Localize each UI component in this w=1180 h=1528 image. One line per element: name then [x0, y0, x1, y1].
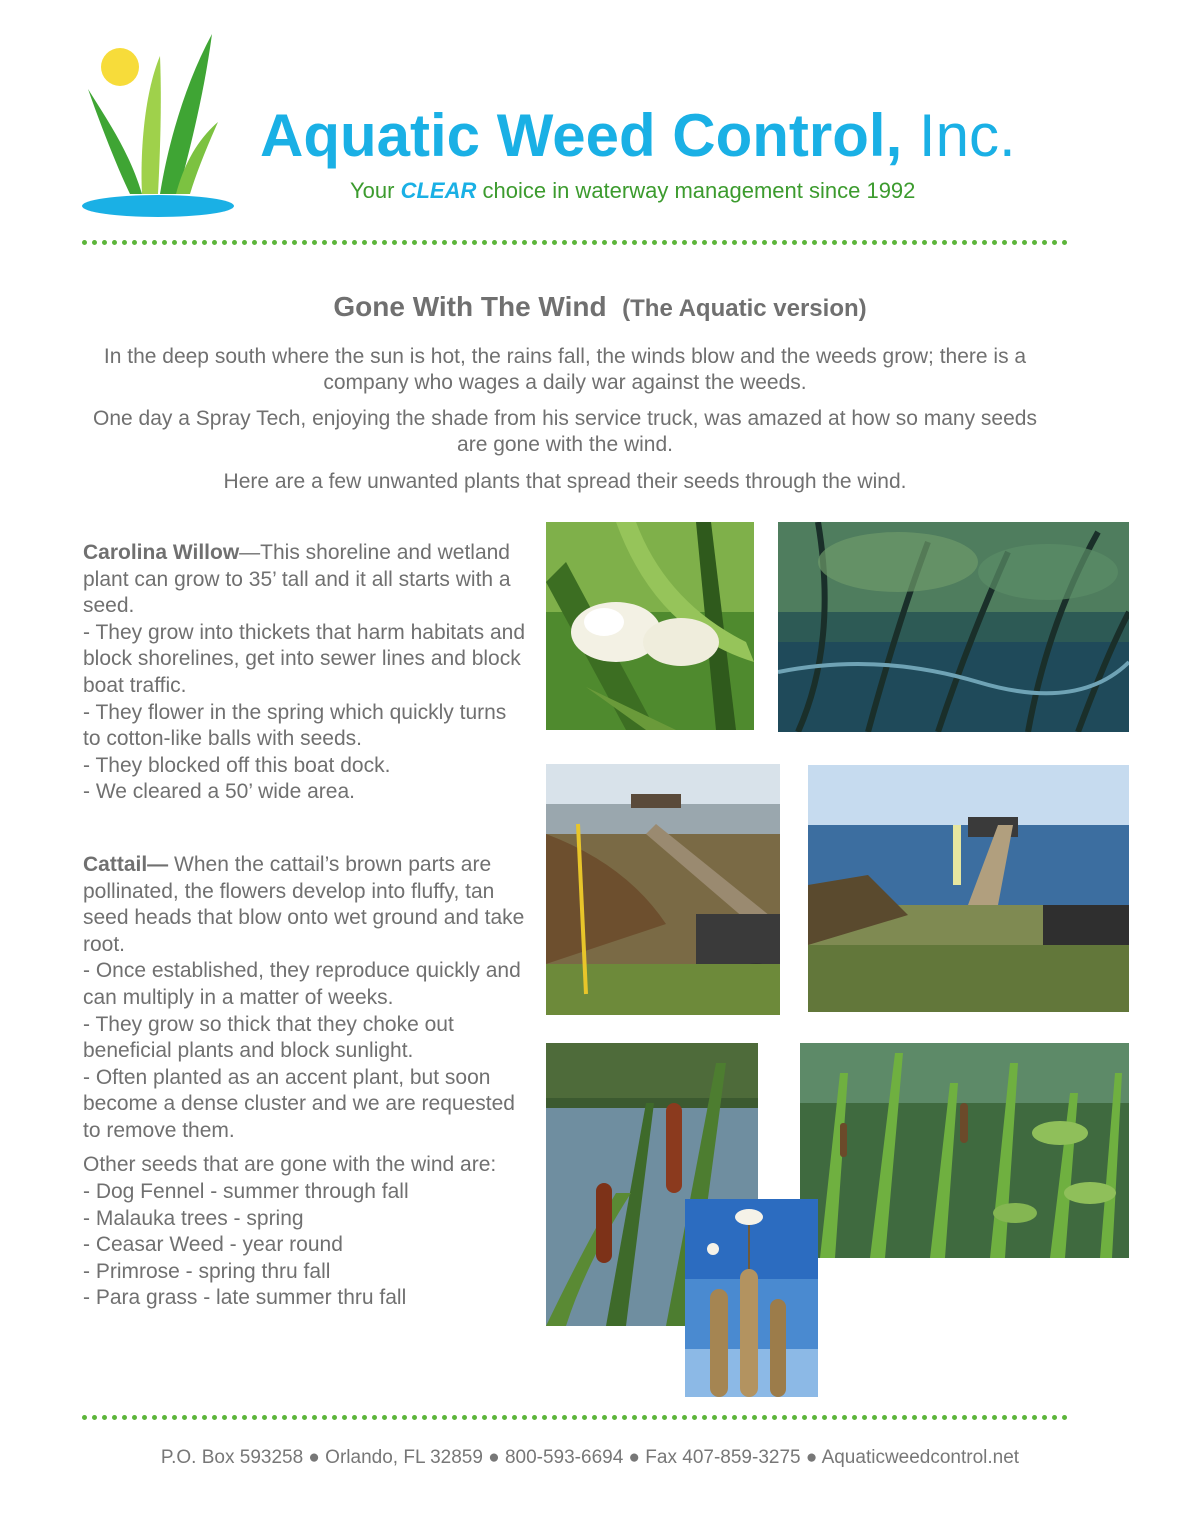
cattail-heading: Cattail— — [83, 852, 169, 876]
other-seeds-intro: Other seeds that are gone with the wind are: — [83, 1153, 497, 1177]
tagline-start: Your — [350, 178, 395, 203]
spacer — [83, 806, 528, 852]
cattail-point: - Often planted as an accent plant, but soon become a dense cluster and we are requested to remove them. — [83, 1065, 515, 1142]
intro-paragraph: Here are a few unwanted plants that spread their seeds through the wind. — [223, 470, 907, 493]
article-subtitle: (The Aquatic version) — [622, 295, 867, 322]
header-divider — [82, 240, 1068, 245]
willow-point: - They flower in the spring which quickly turns to cotton-like balls with seeds. — [83, 700, 507, 751]
cattail-point: - They grow so thick that they choke out beneficial plants and block sunlight. — [83, 1012, 454, 1063]
other-seed-item: - Dog Fennel - summer through fall — [83, 1180, 409, 1204]
tagline — [350, 178, 1050, 204]
cattail-point: - Once established, they reproduce quickly and can multiply in a matter of weeks. — [83, 959, 521, 1009]
blocked-boat-dock-photo — [546, 764, 780, 1015]
other-seed-item: - Malauka trees - spring — [83, 1206, 304, 1230]
intro-paragraph: One day a Spray Tech, enjoying the shade from his service truck, was amazed at how so many seeds are gone with the wind. — [93, 407, 1037, 456]
intro-paragraph: In the deep south where the sun is hot, the rains fall, the winds blow and the weeds grow; there is a company who wages a daily war against the weeds. — [103, 345, 1027, 394]
footer-contact: P.O. Box 593258 ● Orlando, FL 32859 ● 800-593-6694 ● Fax 407-859-3275 ● Aquaticweedcontrol.net — [160, 1447, 1020, 1468]
company-name-suffix: Inc. — [918, 102, 1016, 169]
cleared-boat-dock-photo — [808, 765, 1129, 1012]
company-name — [260, 100, 1060, 172]
cattail-intro — [83, 852, 528, 958]
willow-thicket-photo — [778, 522, 1129, 732]
willow-intro — [83, 540, 528, 620]
plant-descriptions — [83, 540, 528, 1312]
article-title — [0, 290, 1180, 326]
willow-flower-photo — [546, 522, 754, 730]
tagline-emphasis: CLEAR — [400, 178, 477, 203]
footer-divider — [82, 1415, 1068, 1420]
spacer — [83, 1144, 528, 1152]
article-title-main: Gone With The Wind — [333, 291, 607, 322]
company-logo — [80, 34, 240, 220]
other-seed-item: - Para grass - late summer thru fall — [83, 1286, 407, 1310]
company-name-main: Aquatic Weed Control, — [260, 102, 903, 169]
other-seed-item: - Primrose - spring thru fall — [83, 1259, 331, 1283]
willow-lead: —This shoreline and wetland plant can grow to 35’ tall and it all starts with a seed. — [83, 541, 511, 618]
willow-heading: Carolina Willow — [83, 541, 240, 564]
cattail-lead: When the cattail’s brown parts are pollinated, the flowers develop into fluffy, tan seed heads that blow onto wet ground and take root. — [83, 852, 525, 956]
willow-point: - They grow into thickets that harm habitats and block shorelines, get into sewer lines and block boat traffic. — [83, 620, 526, 697]
other-seed-item: - Ceasar Weed - year round — [83, 1233, 343, 1257]
cattail-marsh-photo — [800, 1043, 1129, 1258]
willow-point: - They blocked off this boat dock. — [83, 753, 391, 777]
tagline-end: choice in waterway management since 1992 — [482, 178, 916, 203]
willow-point: - We cleared a 50’ wide area. — [83, 780, 355, 804]
cattail-seed-heads-photo — [685, 1199, 818, 1397]
